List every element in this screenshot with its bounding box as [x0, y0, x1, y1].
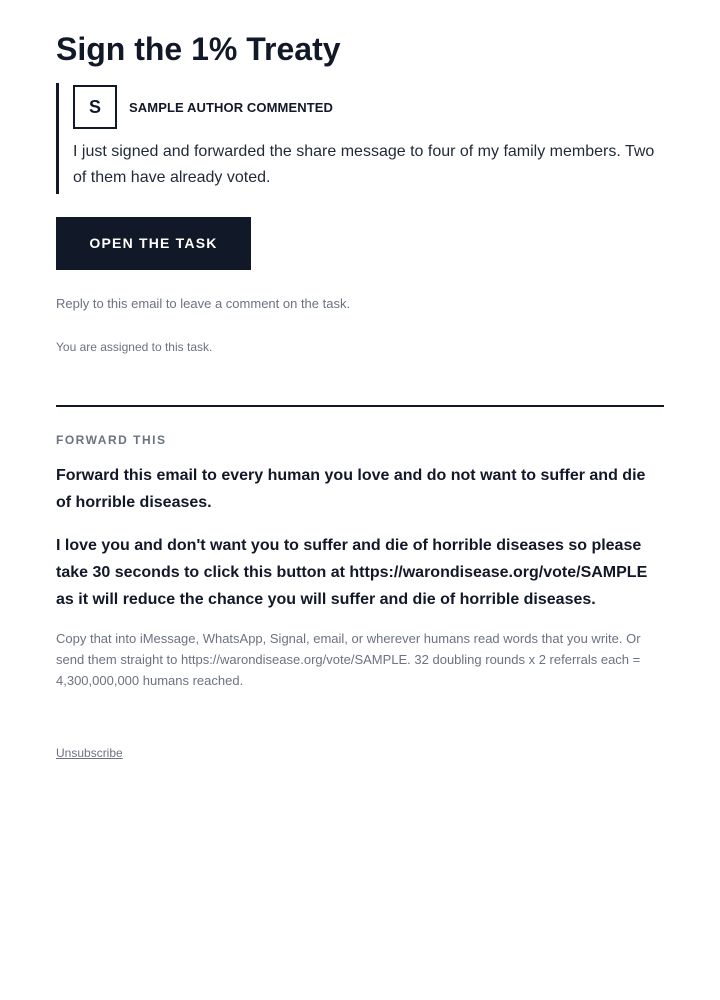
email-content	[56, 0, 664, 762]
comment-author: SAMPLE AUTHOR COMMENTED	[129, 99, 334, 115]
reply-note: Reply to this email to leave a comment on the task.	[56, 296, 351, 311]
assigned-note: You are assigned to this task.	[56, 340, 213, 354]
forward-instructions: Copy that into iMessage, WhatsApp, Signal, email, or wherever humans read words that you write. Or send them straight to https://warondisease.org/vote/SAMPLE. 32 doubling rounds x 2 referrals each = 4,300,000,000 humans reached.	[56, 631, 641, 688]
comment-block	[56, 83, 664, 194]
page-title: Sign the 1% Treaty	[56, 31, 341, 67]
open-task-button[interactable]: OPEN THE TASK	[56, 217, 251, 270]
section-divider	[56, 405, 664, 407]
forward-lead-text: Forward this email to every human you love and do not want to suffer and die of horrible diseases.	[56, 467, 646, 511]
forward-share-message: I love you and don't want you to suffer and die of horrible diseases so please take 30 seconds to click this button at https://warondisease.org/vote/SAMPLE as it will reduce the chance you will suffer and die of horrible diseases.	[56, 537, 648, 608]
unsubscribe-link[interactable]: Unsubscribe	[56, 746, 123, 760]
comment-body: I just signed and forwarded the share message to four of my family members. Two of them have already voted.	[73, 143, 655, 186]
forward-section-label: FORWARD THIS	[56, 433, 167, 447]
avatar: S	[73, 85, 117, 129]
comment-header	[73, 83, 664, 131]
